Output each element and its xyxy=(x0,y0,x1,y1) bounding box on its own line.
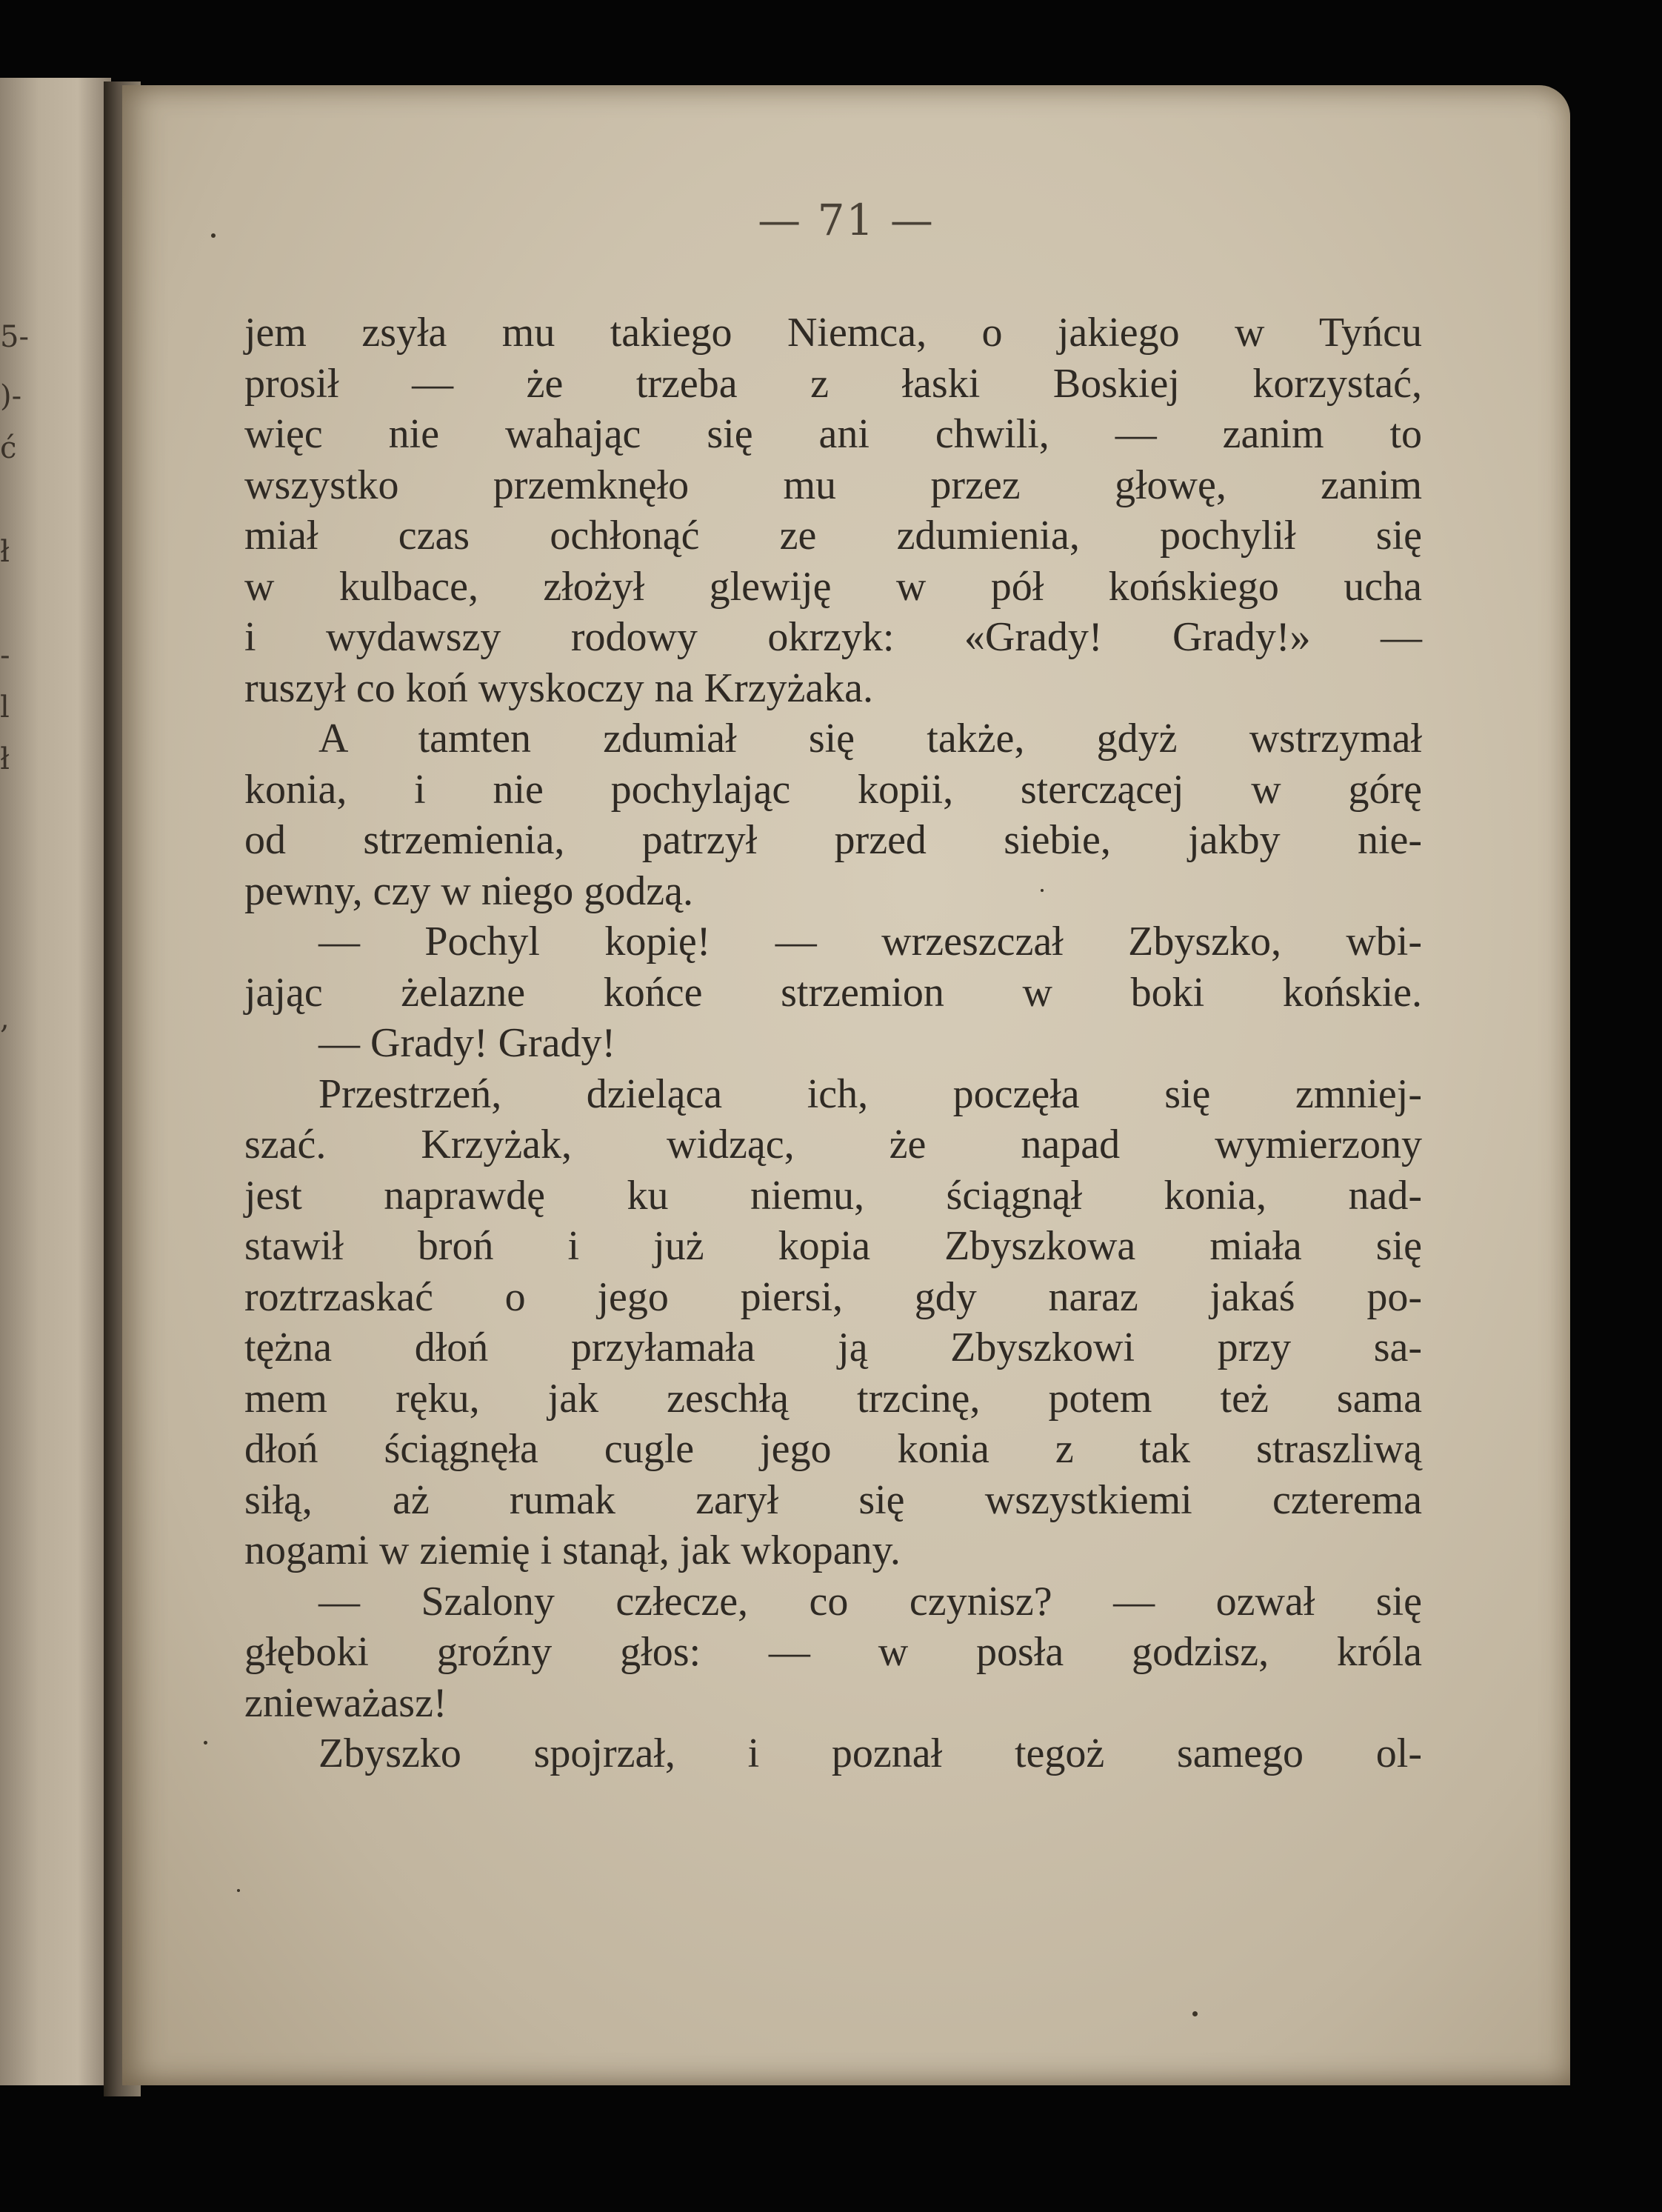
left-page-fragment: ł xyxy=(0,742,10,776)
paper-speck xyxy=(211,233,216,238)
text-line: — Szalony człecze, co czynisz? — ozwał się xyxy=(318,1578,1422,1625)
book-page xyxy=(122,85,1570,2085)
paper-speck xyxy=(237,1889,240,1892)
text-line: jając żelazne końce strzemion w boki końskie. xyxy=(244,969,1422,1016)
page-number: — 71 — xyxy=(758,195,935,245)
left-page-fragment: , xyxy=(0,1002,10,1036)
text-line: roztrzaskać o jego piersi, gdy naraz jakaś po- xyxy=(244,1273,1422,1320)
left-page-fragment: l xyxy=(0,690,10,724)
page-body-text xyxy=(244,307,1422,1779)
text-line: dłoń ściągnęła cugle jego konia z tak straszliwą xyxy=(244,1426,1422,1472)
text-line: od strzemienia, patrzył przed siebie, jakby nie- xyxy=(244,817,1422,863)
text-line: stawił broń i już kopia Zbyszkowa miała się xyxy=(244,1223,1422,1269)
text-line: siłą, aż rumak zarył się wszystkiemi czterema xyxy=(244,1476,1422,1523)
left-page-fragment: 5- xyxy=(0,320,29,354)
text-line: Zbyszko spojrzał, i poznał tegoż samego ol- xyxy=(318,1730,1422,1776)
text-line: — Pochyl kopię! — wrzeszczał Zbyszko, wbi- xyxy=(318,919,1422,965)
text-line: miał czas ochłonąć ze zdumienia, pochylił się xyxy=(244,513,1422,559)
left-page-fragment: ć xyxy=(0,431,17,465)
left-page-fragment: ł xyxy=(0,535,10,569)
text-line: mem ręku, jak zeschłą trzcinę, potem też sama xyxy=(244,1375,1422,1422)
text-line: znieważasz! xyxy=(244,1679,447,1726)
text-line: Przestrzeń, dzieląca ich, poczęła się zmniej- xyxy=(318,1070,1422,1117)
text-line: nogami w ziemię i stanął, jak wkopany. xyxy=(244,1528,901,1573)
text-line: A tamten zdumiał się także, gdyż wstrzymał xyxy=(318,716,1422,762)
previous-page-edge xyxy=(0,78,111,2085)
text-line: głęboki groźny głos: — w posła godzisz, króla xyxy=(244,1629,1422,1675)
text-line: jest naprawdę ku niemu, ściągnął konia, nad- xyxy=(244,1172,1422,1219)
left-page-fragment: - xyxy=(0,639,10,673)
text-line: wszystko przemknęło mu przez głowę, zanim xyxy=(244,462,1422,508)
text-line: więc nie wahając się ani chwili, — zanim to xyxy=(244,411,1422,457)
paper-speck xyxy=(204,1741,207,1745)
paper-speck xyxy=(1192,2011,1198,2016)
text-line: w kulbace, złożył glewiję w pół końskiego ucha xyxy=(244,563,1422,610)
text-line: szać. Krzyżak, widząc, że napad wymierzony xyxy=(244,1122,1422,1167)
text-line: konia, i nie pochylając kopii, sterczącej w górę xyxy=(244,766,1422,813)
text-line: prosił — że trzeba z łaski Boskiej korzystać, xyxy=(244,360,1422,407)
text-line: pewny, czy w niego godzą. xyxy=(244,867,693,914)
left-page-fragment: )- xyxy=(0,379,22,413)
text-line: tężna dłoń przyłamała ją Zbyszkowi przy sa- xyxy=(244,1325,1422,1370)
text-line: ruszył co koń wyskoczy na Krzyżaka. xyxy=(244,664,874,711)
paper-speck xyxy=(1041,889,1044,892)
text-line: — Grady! Grady! xyxy=(318,1020,616,1066)
text-line: i wydawszy rodowy okrzyk: «Grady! Grady!» — xyxy=(244,614,1422,660)
text-line: jem zsyła mu takiego Niemca, o jakiego w Tyńcu xyxy=(244,310,1422,356)
